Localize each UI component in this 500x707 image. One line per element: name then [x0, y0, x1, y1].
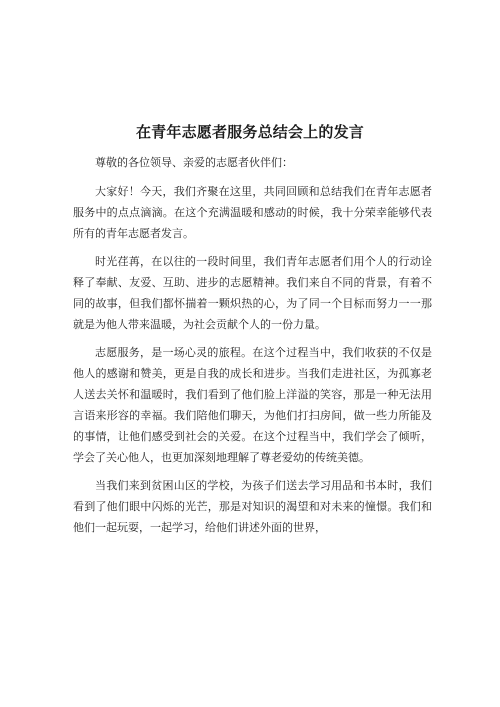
document-title: 在青年志愿者服务总结会上的发言	[135, 123, 364, 141]
paragraph-3: 志愿服务，是一场心灵的旅程。在这个过程当中，我们收获的不仅是他人的感谢和赞美，更是自我的成长和进步。当我们走进社区，为孤寡老人送去关怀和温暖时，我们看到了他们脸上洋溢的笑容，那是一种无法用言语来形容的幸福。我们陪他们聊天，为他们打扫房间，做一些力所能及的事情，让他们感受到社会的关爱。在这个过程当中，我们学会了倾听，学会了关心他人，也更加深刻地理解了尊老爱幼的传统美德。	[73, 346, 432, 464]
paragraph-1: 大家好！今天，我们齐聚在这里，共同回顾和总结我们在青年志愿者服务中的点点滴滴。在这个充满温暖和感动的时候，我十分荣幸能够代表所有的青年志愿者发言。	[73, 185, 432, 240]
paragraph-4: 当我们来到贫困山区的学校，为孩子们送去学习用品和书本时，我们看到了他们眼中闪烁的光芒，那是对知识的渴望和对未来的憧憬。我们和他们一起玩耍，一起学习，给他们讲述外面的世界，	[73, 479, 432, 534]
paragraph-2: 时光荏苒，在以往的一段时间里，我们青年志愿者们用个人的行动诠释了奉献、友爱、互助、进步的志愿精神。我们来自不同的背景，有着不同的故事，但我们都怀揣着一颗炽热的心，为了同一个目标而努力一一那就是为他人带来温暖，为社会贡献个人的一份力量。	[73, 255, 432, 331]
salutation: 尊敬的各位领导、亲爱的志愿者伙伴们：	[95, 156, 293, 169]
document-body	[73, 152, 432, 545]
